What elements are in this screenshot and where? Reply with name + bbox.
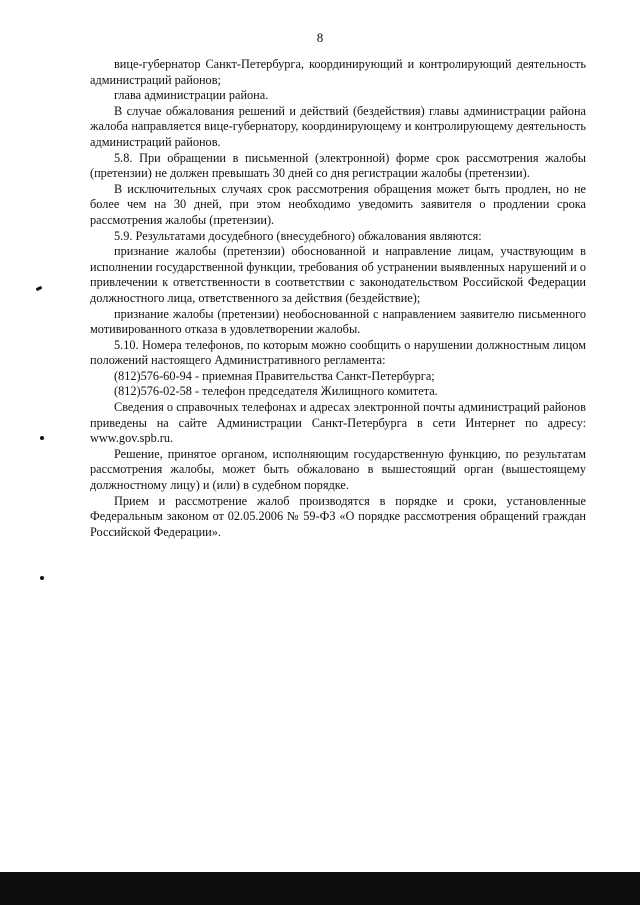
paragraph-5-8: 5.8. При обращении в письменной (электронной) форме срок рассмотрения жалобы (претензии) не должен превышать 30 дней со дня регистрации жалобы (претензии). (90, 150, 586, 181)
paragraph-5-10: 5.10. Номера телефонов, по которым можно сообщить о нарушении должностным лицом положений настоящего Административного регламента: (90, 337, 586, 368)
scan-bottom-bar (0, 872, 640, 905)
phone-government-reception: (812)576-60-94 - приемная Правительства Санкт-Петербурга; (114, 368, 435, 383)
paragraph-vice-governor: вице-губернатор Санкт-Петербурга, координирующий и контролирующий деятельность администраций районов; (90, 57, 586, 87)
paragraph-website-info: Сведения о справочных телефонах и адресах электронной почты администраций районов приведены на сайте Администрации Санкт-Петербурга в сети Интернет по адресу: www.gov.spb.ru. (90, 400, 586, 446)
paragraph-extension: В исключительных случаях срок рассмотрения обращения может быть продлен, но не более чем на 30 дней, при этом необходимо уведомить заявителя о продлении срока рассмотрения жалобы (претензии). (90, 181, 586, 227)
page-number: 8 (316, 30, 324, 45)
paragraph-complaint-justified: признание жалобы (претензии) обоснованной и направление лицам, участвующим в исполнении государственной функции, требования об устранении выявленных нарушений и о привлечении к ответственности в соответствии с законодательством Российской Федерации должностного лица, ответственного за действия (бездействие); (90, 244, 586, 305)
scan-mark (40, 576, 44, 580)
paragraph-appeal-district-head: В случае обжалования решений и действий (бездействия) главы администрации района жалоба направляется вице-губернатору, координирующему и контролирующему деятельность администраций районов. (90, 103, 586, 149)
paragraph-federal-law: Прием и рассмотрение жалоб производятся в порядке и сроки, установленные Федеральным законом от 02.05.2006 № 59-ФЗ «О порядке рассмотрения обращений граждан Российской Федерации». (90, 493, 586, 539)
document-body (90, 57, 586, 540)
paragraph-decision-appeal: Решение, принятое органом, исполняющим государственную функцию, по результатам рассмотрения жалобы, может быть обжаловано в вышестоящий орган (вышестоящему должностному лицу) и (или) в судебном порядке. (90, 446, 586, 493)
scan-mark (40, 436, 44, 440)
phone-housing-committee: (812)576-02-58 - телефон председателя Жилищного комитета. (114, 384, 438, 399)
paragraph-complaint-unjustified: признание жалобы (претензии) необоснованной с направлением заявителю письменного мотивированного отказа в удовлетворении жалобы. (90, 306, 586, 337)
scan-mark (36, 286, 43, 291)
paragraph-district-head: глава администрации района. (114, 88, 269, 103)
paragraph-5-9: 5.9. Результатами досудебного (внесудебного) обжалования являются: (114, 228, 482, 243)
